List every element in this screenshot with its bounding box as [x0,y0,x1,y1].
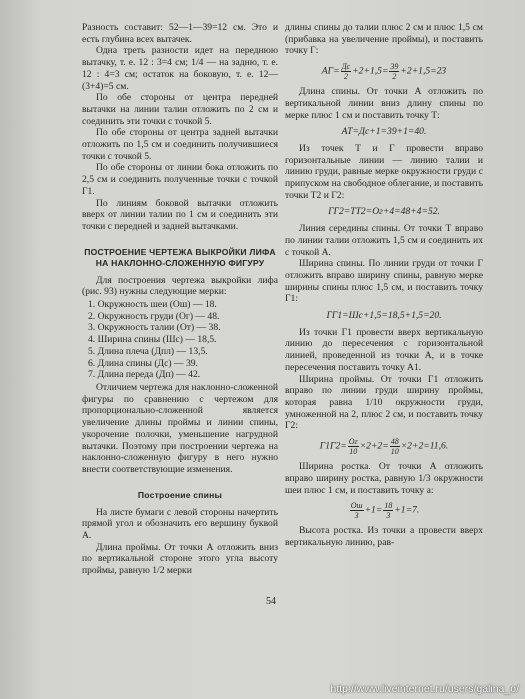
fraction-numerator: Ог [348,437,358,447]
formula-text: +2+1,5= [352,65,389,77]
section-heading: ПОСТРОЕНИЕ ЧЕРТЕЖА ВЫКРОЙКИ ЛИФА НА НАКЛОННО-СЛОЖЕННУЮ ФИГУРУ [84,246,276,268]
paragraph: По обе стороны от линии бока отложить по 2,5 см и соединить полученные точки с точкой Г1. [82,162,278,197]
paragraph: Длина проймы. От точки А отложить вниз по вертикальной стороне этого угла высоту проймы, равную 1/2 мерки [82,541,278,577]
fraction-denominator: 3 [354,511,359,521]
formula-text: +2+1,5=23 [400,65,447,77]
fraction [390,437,400,456]
paragraph: Ширина спины. По линии груди от точки Г отложить вправо ширину спины, равную мерке ширины спины плюс 1,5 см, и поставить точку Г1: [285,258,483,305]
subsection-heading: Построение спины [137,489,223,500]
left-column [82,22,278,577]
fraction-numerator: 18 [384,501,393,511]
measurements-list [82,299,278,381]
watermark-url: http://www.liveinternet.ru/users/galina_o/ [330,683,519,695]
formula-text: ×2+2=11,6. [400,440,449,452]
formula-text: +1=7. [394,504,420,516]
fraction-numerator: 48 [390,437,399,447]
fraction-denominator: 2 [343,72,348,82]
fraction [383,501,393,520]
fraction-numerator: 39 [390,62,399,72]
list-item: 4. Ширина спины (Шс) — 18,5. [88,334,217,346]
paragraph: Отличием чертежа для наклонно-сложенной фигуры по сравнению с чертежом для пропорционально-сложенной является увеличение длины проймы и линии спины, укорочение полочки, уменьшение нагрудной вытачки. Поэтому при построении чертежа на наклонно-сложенную фигуру в него нужно внести соответствующие изменения. [82,381,278,475]
paragraph: По обе стороны от центра передней вытачки на линии талии отложить по 2 см и соединить эти точки с точкой 5. [82,92,278,127]
list-item: 2. Окружность груди (Ог) — 48. [88,310,220,322]
paragraph: Из точки Г1 провести вверх вертикальную линию до пересечения с горизонтальной линией, проведенной из точки А, и в точке пересечения поставить точку А1. [285,326,483,373]
fraction [350,501,364,520]
fraction-numerator: Ош [350,501,363,511]
formula: АТ=Дс+1=39+1=40. [341,126,427,138]
paragraph: По линиям боковой вытачки отложить вверх от линии талии по 1 см и соединить эти точки с передней и задней вытачками. [82,197,278,232]
fraction [341,62,352,81]
formula-text: АГ= [321,65,340,77]
page-number: 54 [266,596,276,607]
paragraph: Линия середины спины. От точки Т вправо по линии талии отложить 1,5 см и соединить их с точкой А. [285,223,483,258]
fraction-denominator: 2 [392,72,397,82]
paragraph: длины спины до талии плюс 2 см и плюс 1,5 см (прибавка на увеличение проймы), и поставить точку Г: [285,22,483,57]
formula: ГГ2=ТТ2=Ог+4=48+4=52. [328,206,440,218]
paragraph: Разность составит: 52—1—39=12 см. Это и есть глубина всех вытачек. [82,22,278,45]
fraction [389,62,399,81]
right-column [285,22,483,549]
paragraph: На листе бумаги с левой стороны начертить прямой угол и обозначить его вершину буквой А. [82,506,278,542]
paragraph: Ширина ростка. От точки А отложить вправо ширину ростка, равную 1/3 окружности шеи плюс 1 см, и поставить точку а: [285,461,483,496]
list-item: 7. Длина переда (Дп) — 42. [88,369,201,381]
formula [285,437,483,456]
fraction-denominator: 10 [349,447,358,457]
paragraph: По обе стороны от центра задней вытачки отложить по 1,5 см и соединить получившиеся точки с точкой 5. [82,127,278,162]
list-item: 1. Окружность шеи (Ош) — 18. [88,299,217,311]
fraction-numerator: Дс [341,62,351,72]
fraction-denominator: 3 [386,511,391,521]
list-item: 3. Окружность талии (От) — 38. [88,322,221,334]
paragraph: Из точек Т и Г провести вправо горизонтальные линии — линию талии и линию груди, равные мерке окружности груди с припуском на свободное облегание, и поставить точки Т2 и Г2: [285,142,483,201]
formula-text: ×2+2= [359,440,389,452]
paragraph: Для построения чертежа выкройки лифа (рис. 93) нужны следующие мерки: [82,274,278,298]
formula: ГГ1=Шс+1,5=18,5+1,5=20. [326,310,442,322]
formula [285,62,483,81]
formula [285,501,483,520]
list-item: 6. Длина спины (Дс) — 39. [88,357,198,369]
fraction [348,437,359,456]
paragraph: Длина спины. От точки А отложить по вертикальной линии вниз длину спины по мерке плюс 1 см и поставить точку Т: [285,86,483,121]
formula-text: +1= [364,504,383,516]
paragraph: Одна треть разности идет на переднюю вытачку, т. е. 12 : 3=4 см; 1/4 — на задню, т. е. 12 : 4=3 см; остаток на боковую, т. е. 12—(3+4)=5 см. [82,45,278,92]
list-item: 5. Длина плеча (Дпл) — 13,5. [88,345,208,357]
paragraph: Ширина проймы. От точки Г1 отложить вправо по линии груди ширину проймы, которая равна 1/10 окружности груди, умноженной на 2, плюс 2 см, и поставить точку Г2: [285,373,483,432]
paragraph: Высота ростка. Из точки а провести вверх вертикальную линию, рав- [285,525,483,548]
fraction-denominator: 10 [390,447,399,457]
formula-text: Г1Г2= [319,440,347,452]
